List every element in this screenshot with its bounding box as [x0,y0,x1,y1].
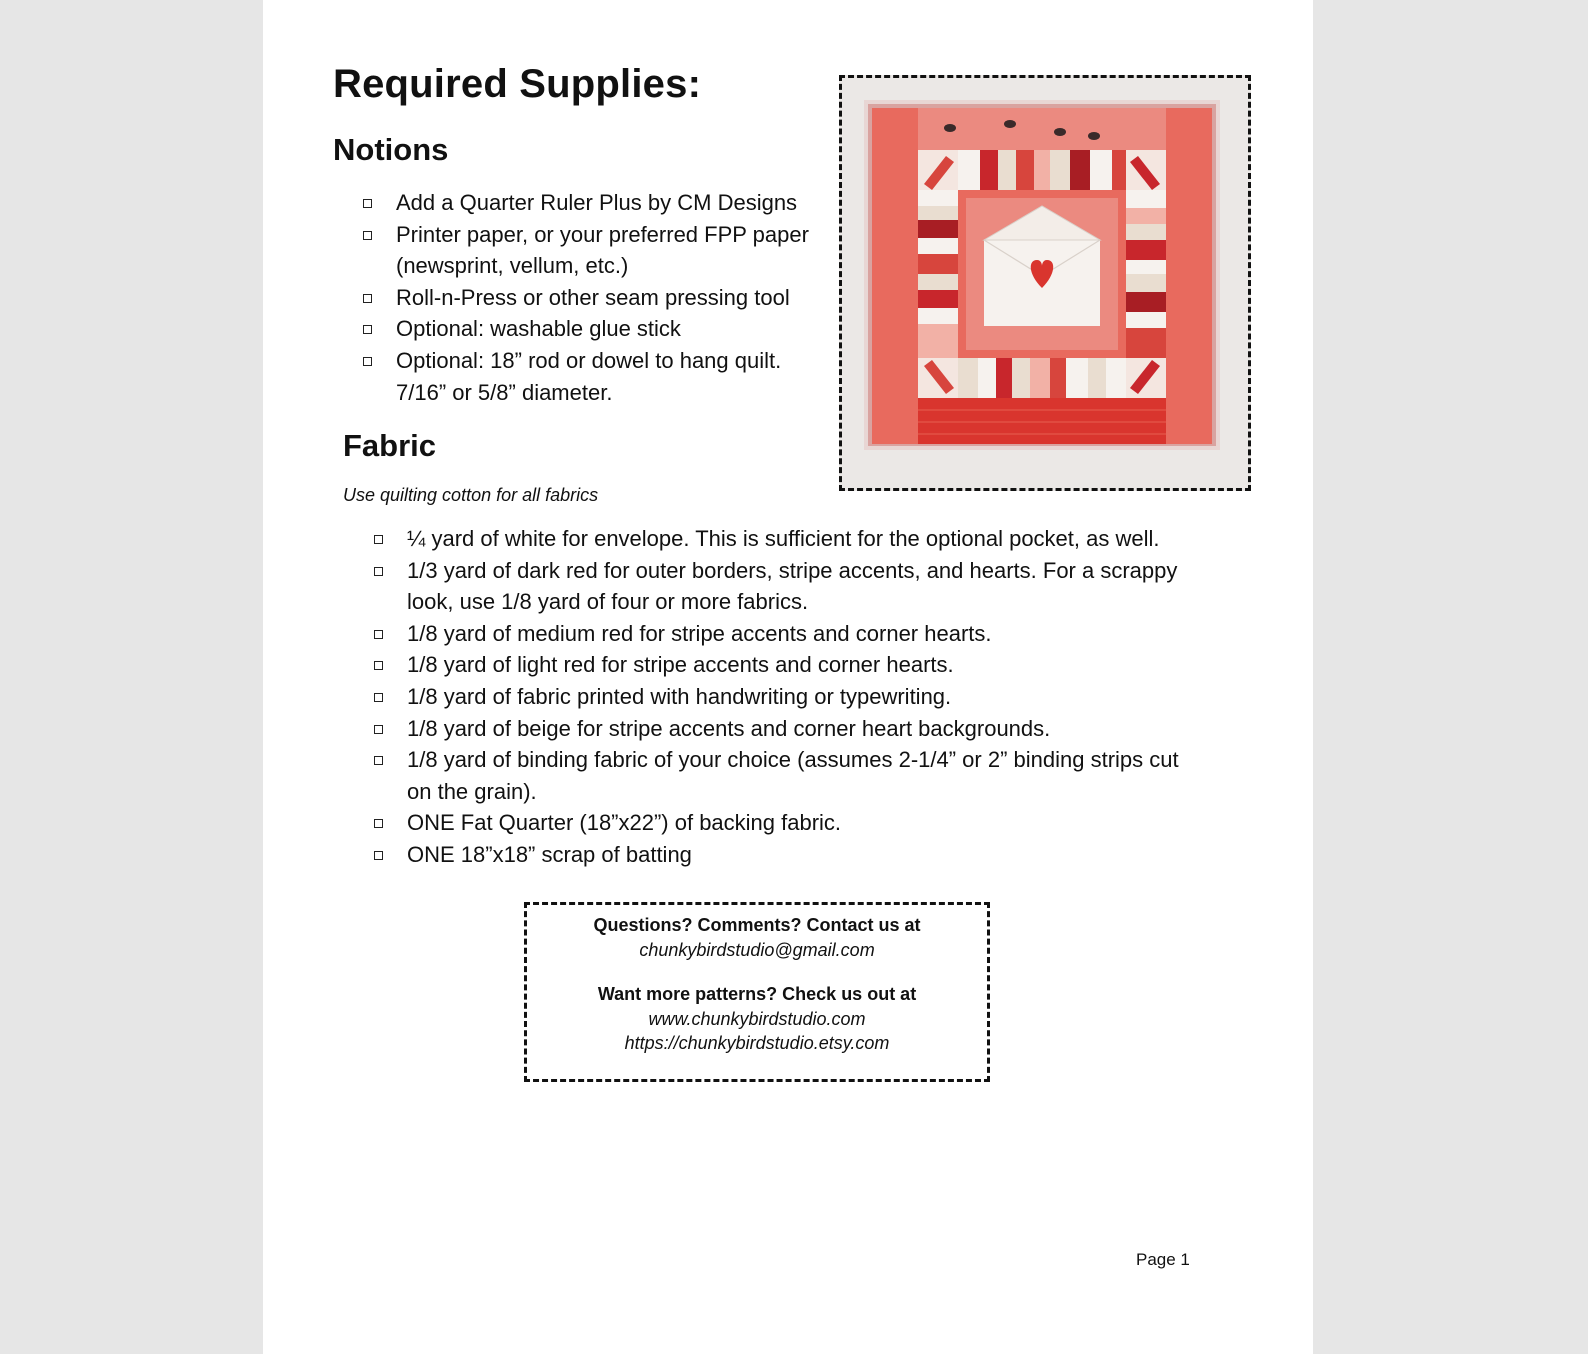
spacer [527,962,987,982]
page-title: Required Supplies: [333,62,702,106]
website-link[interactable]: www.chunkybirdstudio.com [648,1008,866,1029]
fabric-item: 1/8 yard of binding fabric of your choice (assumes 2-1/4” or 2” binding strips cut on the grain). [374,744,1204,807]
fabric-item: ONE 18”x18” scrap of batting [374,839,1204,871]
quilt-photo [839,75,1251,491]
checkbox-icon [363,357,372,366]
checkbox-icon [363,325,372,334]
fabric-item: 1/8 yard of light red for stripe accents and corner hearts. [374,649,1204,681]
fabric-heading: Fabric [343,428,437,463]
fabric-checklist [374,523,1204,871]
checkbox-icon [374,725,383,734]
etsy-link[interactable]: https://chunkybirdstudio.etsy.com [624,1033,890,1053]
notions-item: Optional: 18” rod or dowel to hang quilt. 7/16” or 5/8” diameter. [363,345,833,408]
fabric-item: ¼ yard of white for envelope. This is sufficient for the optional pocket, as well. [374,523,1204,555]
notions-item: Printer paper, or your preferred FPP paper (newsprint, vellum, etc.) [363,219,833,282]
checkbox-icon [363,231,372,240]
notions-checklist [363,187,833,408]
checkbox-icon [374,630,383,639]
contact-heading: Questions? Comments? Contact us at [593,915,921,935]
fabric-item: 1/8 yard of fabric printed with handwriting or typewriting. [374,681,1204,713]
document-page [263,0,1313,1354]
checkbox-icon [374,567,383,576]
fabric-item: 1/3 yard of dark red for outer borders, stripe accents, and hearts. For a scrappy look, use 1/8 yard of four or more fabrics. [374,555,1204,618]
quilt-illustration [842,78,1248,488]
checkbox-icon [374,535,383,544]
fabric-item: 1/8 yard of medium red for stripe accents and corner hearts. [374,618,1204,650]
checkbox-icon [374,819,383,828]
page-number: Page 1 [1136,1250,1190,1269]
notions-item: Add a Quarter Ruler Plus by CM Designs [363,187,833,219]
checkbox-icon [374,661,383,670]
notions-item: Optional: washable glue stick [363,313,833,345]
contact-email[interactable]: chunkybirdstudio@gmail.com [639,939,875,960]
patterns-heading: Want more patterns? Check us out at [597,984,917,1004]
checkbox-icon [363,294,372,303]
fabric-item: 1/8 yard of beige for stripe accents and corner heart backgrounds. [374,713,1204,745]
notions-heading: Notions [333,132,449,167]
notions-item: Roll-n-Press or other seam pressing tool [363,282,833,314]
checkbox-icon [363,199,372,208]
checkbox-icon [374,756,383,765]
checkbox-icon [374,693,383,702]
fabric-note: Use quilting cotton for all fabrics [343,485,599,505]
fabric-item: ONE Fat Quarter (18”x22”) of backing fabric. [374,807,1204,839]
checkbox-icon [374,851,383,860]
contact-box [524,902,990,1082]
